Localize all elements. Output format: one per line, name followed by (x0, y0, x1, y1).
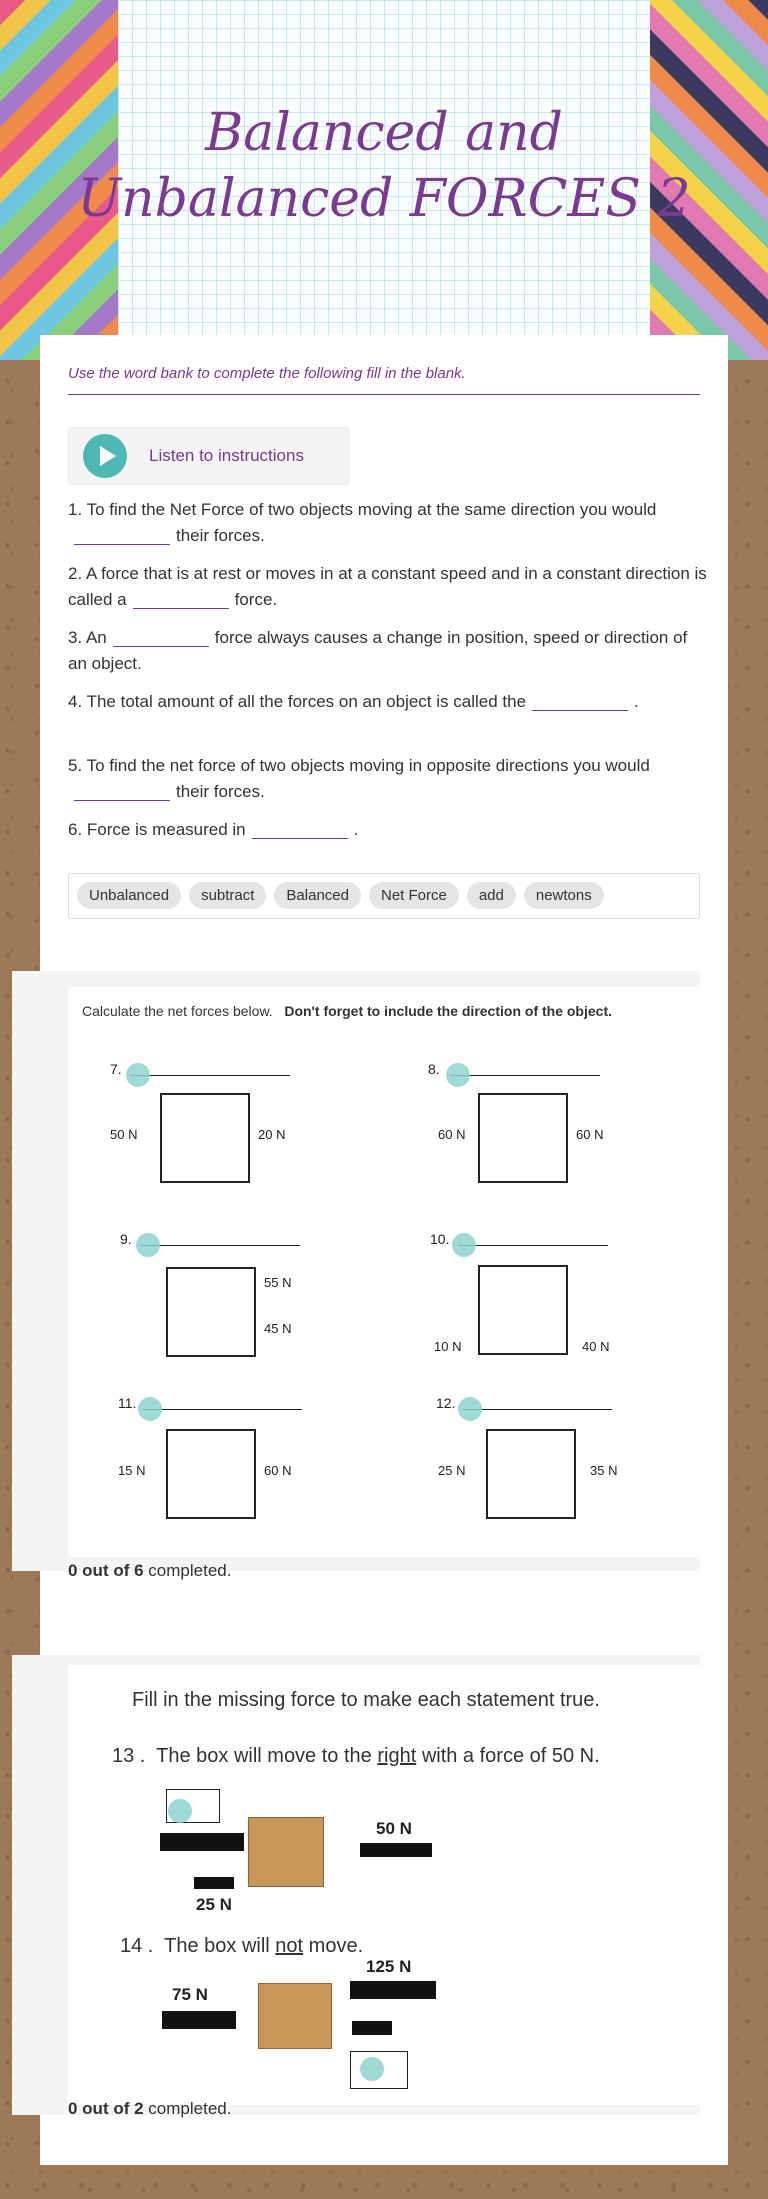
blank-input[interactable] (133, 588, 229, 609)
answer-line (450, 1075, 600, 1076)
listen-label: Listen to instructions (149, 446, 304, 465)
question-text: 2. A force that is at rest or moves in at a constant speed and in a constant direction is called a (68, 564, 707, 609)
question-5 (68, 753, 708, 805)
arrow-right-icon (160, 1833, 244, 1851)
play-icon[interactable] (83, 434, 127, 478)
blank-input[interactable] (74, 524, 170, 545)
question-13: 13 . The box will move to the right with a force of 50 N. (112, 1745, 600, 1767)
object-box (486, 1429, 576, 1519)
question-14: 14 . The box will not move. (120, 1935, 364, 1957)
worksheet-heading: Fill in the missing force to make each statement true. (132, 1689, 600, 1711)
answer-line (462, 1409, 612, 1410)
blank-input[interactable] (252, 818, 348, 839)
object-box (478, 1093, 568, 1183)
question-text-end: . (634, 692, 639, 711)
force-right-label: 60 N (576, 1127, 604, 1142)
force-left-label: 60 N (438, 1127, 466, 1142)
word-chip[interactable]: Balanced (274, 882, 361, 909)
problem-number: 7. (110, 1061, 122, 1077)
blank-input[interactable] (74, 780, 170, 801)
question-6 (68, 817, 708, 843)
missing-force-worksheet (68, 1665, 700, 2105)
question-text: 1. To find the Net Force of two objects moving at the same direction you would (68, 500, 657, 519)
force-right-label: 40 N (582, 1339, 610, 1354)
question-text-end: . (353, 820, 359, 839)
question-text-end: force. (234, 590, 278, 609)
object-box (166, 1429, 256, 1519)
answer-line (458, 1245, 608, 1246)
question-text: 4. The total amount of all the forces on an object is called the (68, 692, 527, 711)
problem-number: 10. (430, 1231, 450, 1247)
hotspot-10[interactable] (452, 1233, 476, 1257)
object-box (160, 1093, 250, 1183)
completion-status-1: 0 out of 6 completed. (68, 1561, 232, 1580)
hotspot-12[interactable] (458, 1397, 482, 1421)
blank-input[interactable] (113, 626, 209, 647)
hotspot-9[interactable] (136, 1233, 160, 1257)
arrow-left-icon (360, 1843, 432, 1857)
force-label: 125 N (366, 1957, 412, 1976)
question-text: 6. Force is measured in (68, 820, 246, 839)
object-box (478, 1265, 568, 1355)
word-chip[interactable]: Net Force (369, 882, 459, 909)
answer-line (130, 1075, 290, 1076)
arrow-left-icon (350, 1981, 436, 1999)
force-left-label: 25 N (438, 1463, 466, 1478)
question-4 (68, 689, 708, 715)
answer-line (142, 1409, 302, 1410)
problem-number: 9. (120, 1231, 132, 1247)
listen-button[interactable] (68, 427, 350, 485)
problem-number: 11. (118, 1395, 137, 1411)
force-right-label: 60 N (264, 1463, 292, 1478)
cardboard-box-image (258, 1983, 332, 2049)
force-left-label: 10 N (434, 1339, 462, 1354)
hotspot-8[interactable] (446, 1063, 470, 1087)
word-chip[interactable]: Unbalanced (77, 882, 181, 909)
arrow-right-icon (162, 2011, 236, 2029)
question-text-end: force always causes a change in position, speed or direction of an object. (68, 628, 688, 673)
force-left-label: 50 N (110, 1127, 138, 1142)
blank-input[interactable] (532, 690, 628, 711)
force-label: 25 N (196, 1895, 232, 1914)
hotspot-11[interactable] (138, 1397, 162, 1421)
hotspot-13[interactable] (168, 1799, 192, 1823)
arrow-right-small-icon (352, 2021, 392, 2035)
problem-number: 8. (428, 1061, 440, 1077)
question-text: 5. To find the net force of two objects moving in opposite directions you would (68, 756, 650, 775)
completion-status-2: 0 out of 2 completed. (68, 2099, 232, 2118)
worksheet-card (40, 335, 728, 2165)
question-2 (68, 561, 708, 613)
force-bottom-label: 45 N (264, 1321, 292, 1336)
problem-number: 12. (436, 1395, 456, 1411)
word-chip[interactable]: subtract (189, 882, 266, 909)
question-1 (68, 497, 708, 549)
worksheet-heading: Calculate the net forces below. Don't forget to include the direction of the object. (82, 1003, 612, 1019)
word-chip[interactable]: newtons (524, 882, 604, 909)
force-left-label: 15 N (118, 1463, 146, 1478)
force-right-label: 20 N (258, 1127, 286, 1142)
question-text: 3. An (68, 628, 107, 647)
word-bank (68, 873, 700, 919)
question-3 (68, 625, 708, 677)
force-label: 50 N (376, 1819, 412, 1838)
word-chip[interactable]: add (467, 882, 516, 909)
force-right-label: 35 N (590, 1463, 618, 1478)
header-banner (0, 0, 768, 360)
answer-line (140, 1245, 300, 1246)
net-force-worksheet (68, 987, 700, 1557)
force-label: 75 N (172, 1985, 208, 2004)
object-box (166, 1267, 256, 1357)
instruction-text: Use the word bank to complete the following fill in the blank. (68, 365, 700, 395)
cardboard-box-image (248, 1817, 324, 1887)
question-text-end: their forces. (176, 526, 265, 545)
hotspot-7[interactable] (126, 1063, 150, 1087)
arrow-right-small-icon (194, 1877, 234, 1889)
force-top-label: 55 N (264, 1275, 292, 1290)
question-text-end: their forces. (176, 782, 265, 801)
page-title: Balanced and Unbalanced FORCES 2 (77, 103, 691, 229)
hotspot-14[interactable] (360, 2057, 384, 2081)
